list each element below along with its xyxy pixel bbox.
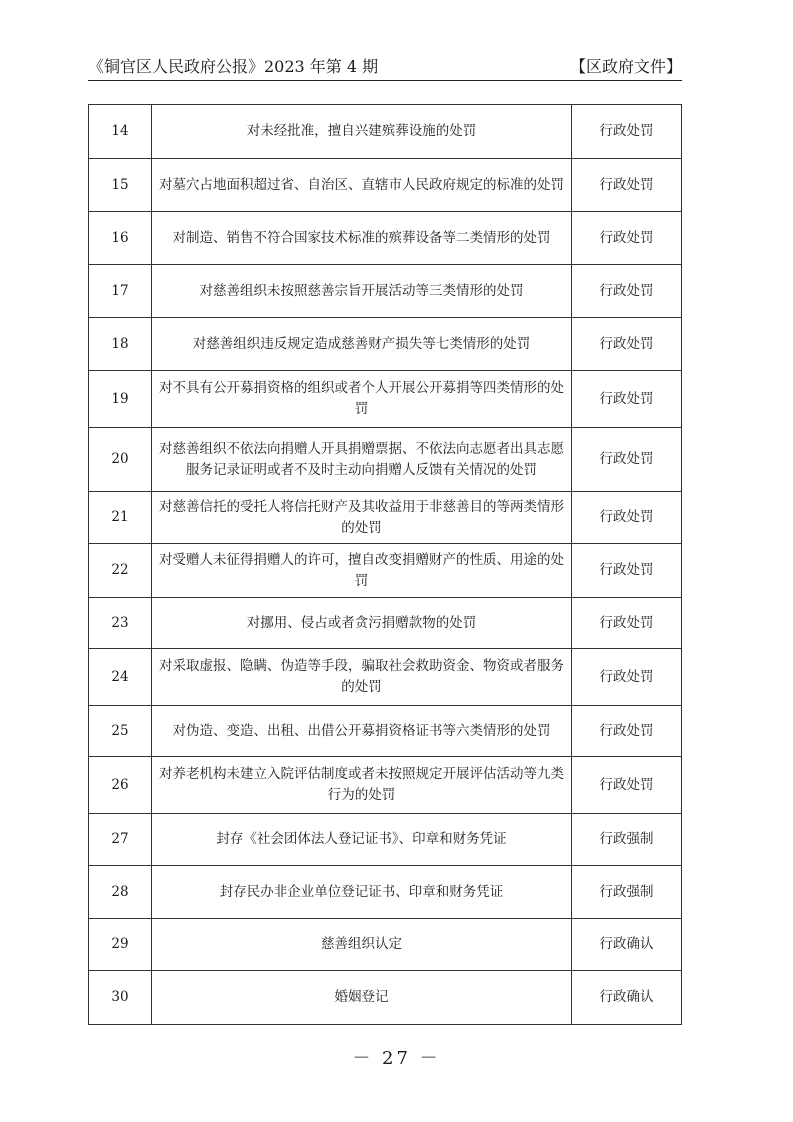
row-item: 对未经批准，擅自兴建殡葬设施的处罚 <box>152 105 572 159</box>
row-item: 封存民办非企业单位登记证书、印章和财务凭证 <box>152 866 572 919</box>
row-item: 对伪造、变造、出租、出借公开募捐资格证书等六类情形的处罚 <box>152 706 572 757</box>
table-row <box>89 814 682 866</box>
row-category: 行政处罚 <box>572 371 682 428</box>
row-item: 对墓穴占地面积超过省、自治区、直辖市人民政府规定的标准的处罚 <box>152 159 572 212</box>
row-category: 行政处罚 <box>572 159 682 212</box>
row-item: 对制造、销售不符合国家技术标准的殡葬设备等二类情形的处罚 <box>152 212 572 265</box>
section-label: 【区政府文件】 <box>569 56 682 76</box>
row-item: 对慈善组织违反规定造成慈善财产损失等七类情形的处罚 <box>152 318 572 371</box>
row-item: 对受赠人未征得捐赠人的许可，擅自改变捐赠财产的性质、用途的处罚 <box>152 544 572 598</box>
row-category: 行政确认 <box>572 971 682 1025</box>
row-item: 对采取虚报、隐瞒、伪造等手段，骗取社会救助资金、物资或者服务的处罚 <box>152 649 572 706</box>
row-category: 行政处罚 <box>572 492 682 544</box>
power-catalog-table <box>88 104 682 1025</box>
row-category: 行政处罚 <box>572 544 682 598</box>
row-category: 行政处罚 <box>572 265 682 318</box>
row-category: 行政处罚 <box>572 105 682 159</box>
header-rule <box>88 80 682 81</box>
table-row <box>89 265 682 318</box>
table-row <box>89 866 682 919</box>
table-row <box>89 212 682 265</box>
row-category: 行政处罚 <box>572 212 682 265</box>
table-row <box>89 919 682 971</box>
row-item: 对不具有公开募捐资格的组织或者个人开展公开募捐等四类情形的处罚 <box>152 371 572 428</box>
table-row <box>89 971 682 1025</box>
table-row <box>89 706 682 757</box>
row-item: 对慈善组织未按照慈善宗旨开展活动等三类情形的处罚 <box>152 265 572 318</box>
row-number: 19 <box>89 371 152 428</box>
table-row <box>89 492 682 544</box>
table-row <box>89 318 682 371</box>
row-number: 30 <box>89 971 152 1025</box>
row-category: 行政处罚 <box>572 649 682 706</box>
row-item: 慈善组织认定 <box>152 919 572 971</box>
page-number: － 27 － <box>352 1048 441 1069</box>
row-category: 行政强制 <box>572 866 682 919</box>
running-header <box>88 54 682 76</box>
row-category: 行政确认 <box>572 919 682 971</box>
table-row <box>89 649 682 706</box>
row-number: 14 <box>89 105 152 159</box>
row-category: 行政处罚 <box>572 757 682 814</box>
table-row <box>89 159 682 212</box>
gazette-title: 《铜官区人民政府公报》2023 年第 4 期 <box>88 56 379 76</box>
row-number: 25 <box>89 706 152 757</box>
row-category: 行政处罚 <box>572 318 682 371</box>
row-number: 18 <box>89 318 152 371</box>
row-category: 行政强制 <box>572 814 682 866</box>
table-row <box>89 371 682 428</box>
row-number: 22 <box>89 544 152 598</box>
row-number: 21 <box>89 492 152 544</box>
row-number: 17 <box>89 265 152 318</box>
row-number: 27 <box>89 814 152 866</box>
row-category: 行政处罚 <box>572 706 682 757</box>
table-row <box>89 105 682 159</box>
row-item: 封存《社会团体法人登记证书》、印章和财务凭证 <box>152 814 572 866</box>
row-category: 行政处罚 <box>572 598 682 649</box>
row-item: 对慈善组织不依法向捐赠人开具捐赠票据、不依法向志愿者出具志愿服务记录证明或者不及时主动向捐赠人反馈有关情况的处罚 <box>152 428 572 492</box>
row-item: 婚姻登记 <box>152 971 572 1025</box>
row-number: 29 <box>89 919 152 971</box>
table-row <box>89 428 682 492</box>
table-row <box>89 757 682 814</box>
row-category: 行政处罚 <box>572 428 682 492</box>
table-row <box>89 598 682 649</box>
row-item: 对挪用、侵占或者贪污捐赠款物的处罚 <box>152 598 572 649</box>
row-number: 23 <box>89 598 152 649</box>
table-row <box>89 544 682 598</box>
row-number: 15 <box>89 159 152 212</box>
row-number: 26 <box>89 757 152 814</box>
row-item: 对慈善信托的受托人将信托财产及其收益用于非慈善目的等两类情形的处罚 <box>152 492 572 544</box>
row-number: 28 <box>89 866 152 919</box>
row-number: 20 <box>89 428 152 492</box>
row-number: 24 <box>89 649 152 706</box>
row-item: 对养老机构未建立入院评估制度或者未按照规定开展评估活动等九类行为的处罚 <box>152 757 572 814</box>
row-number: 16 <box>89 212 152 265</box>
